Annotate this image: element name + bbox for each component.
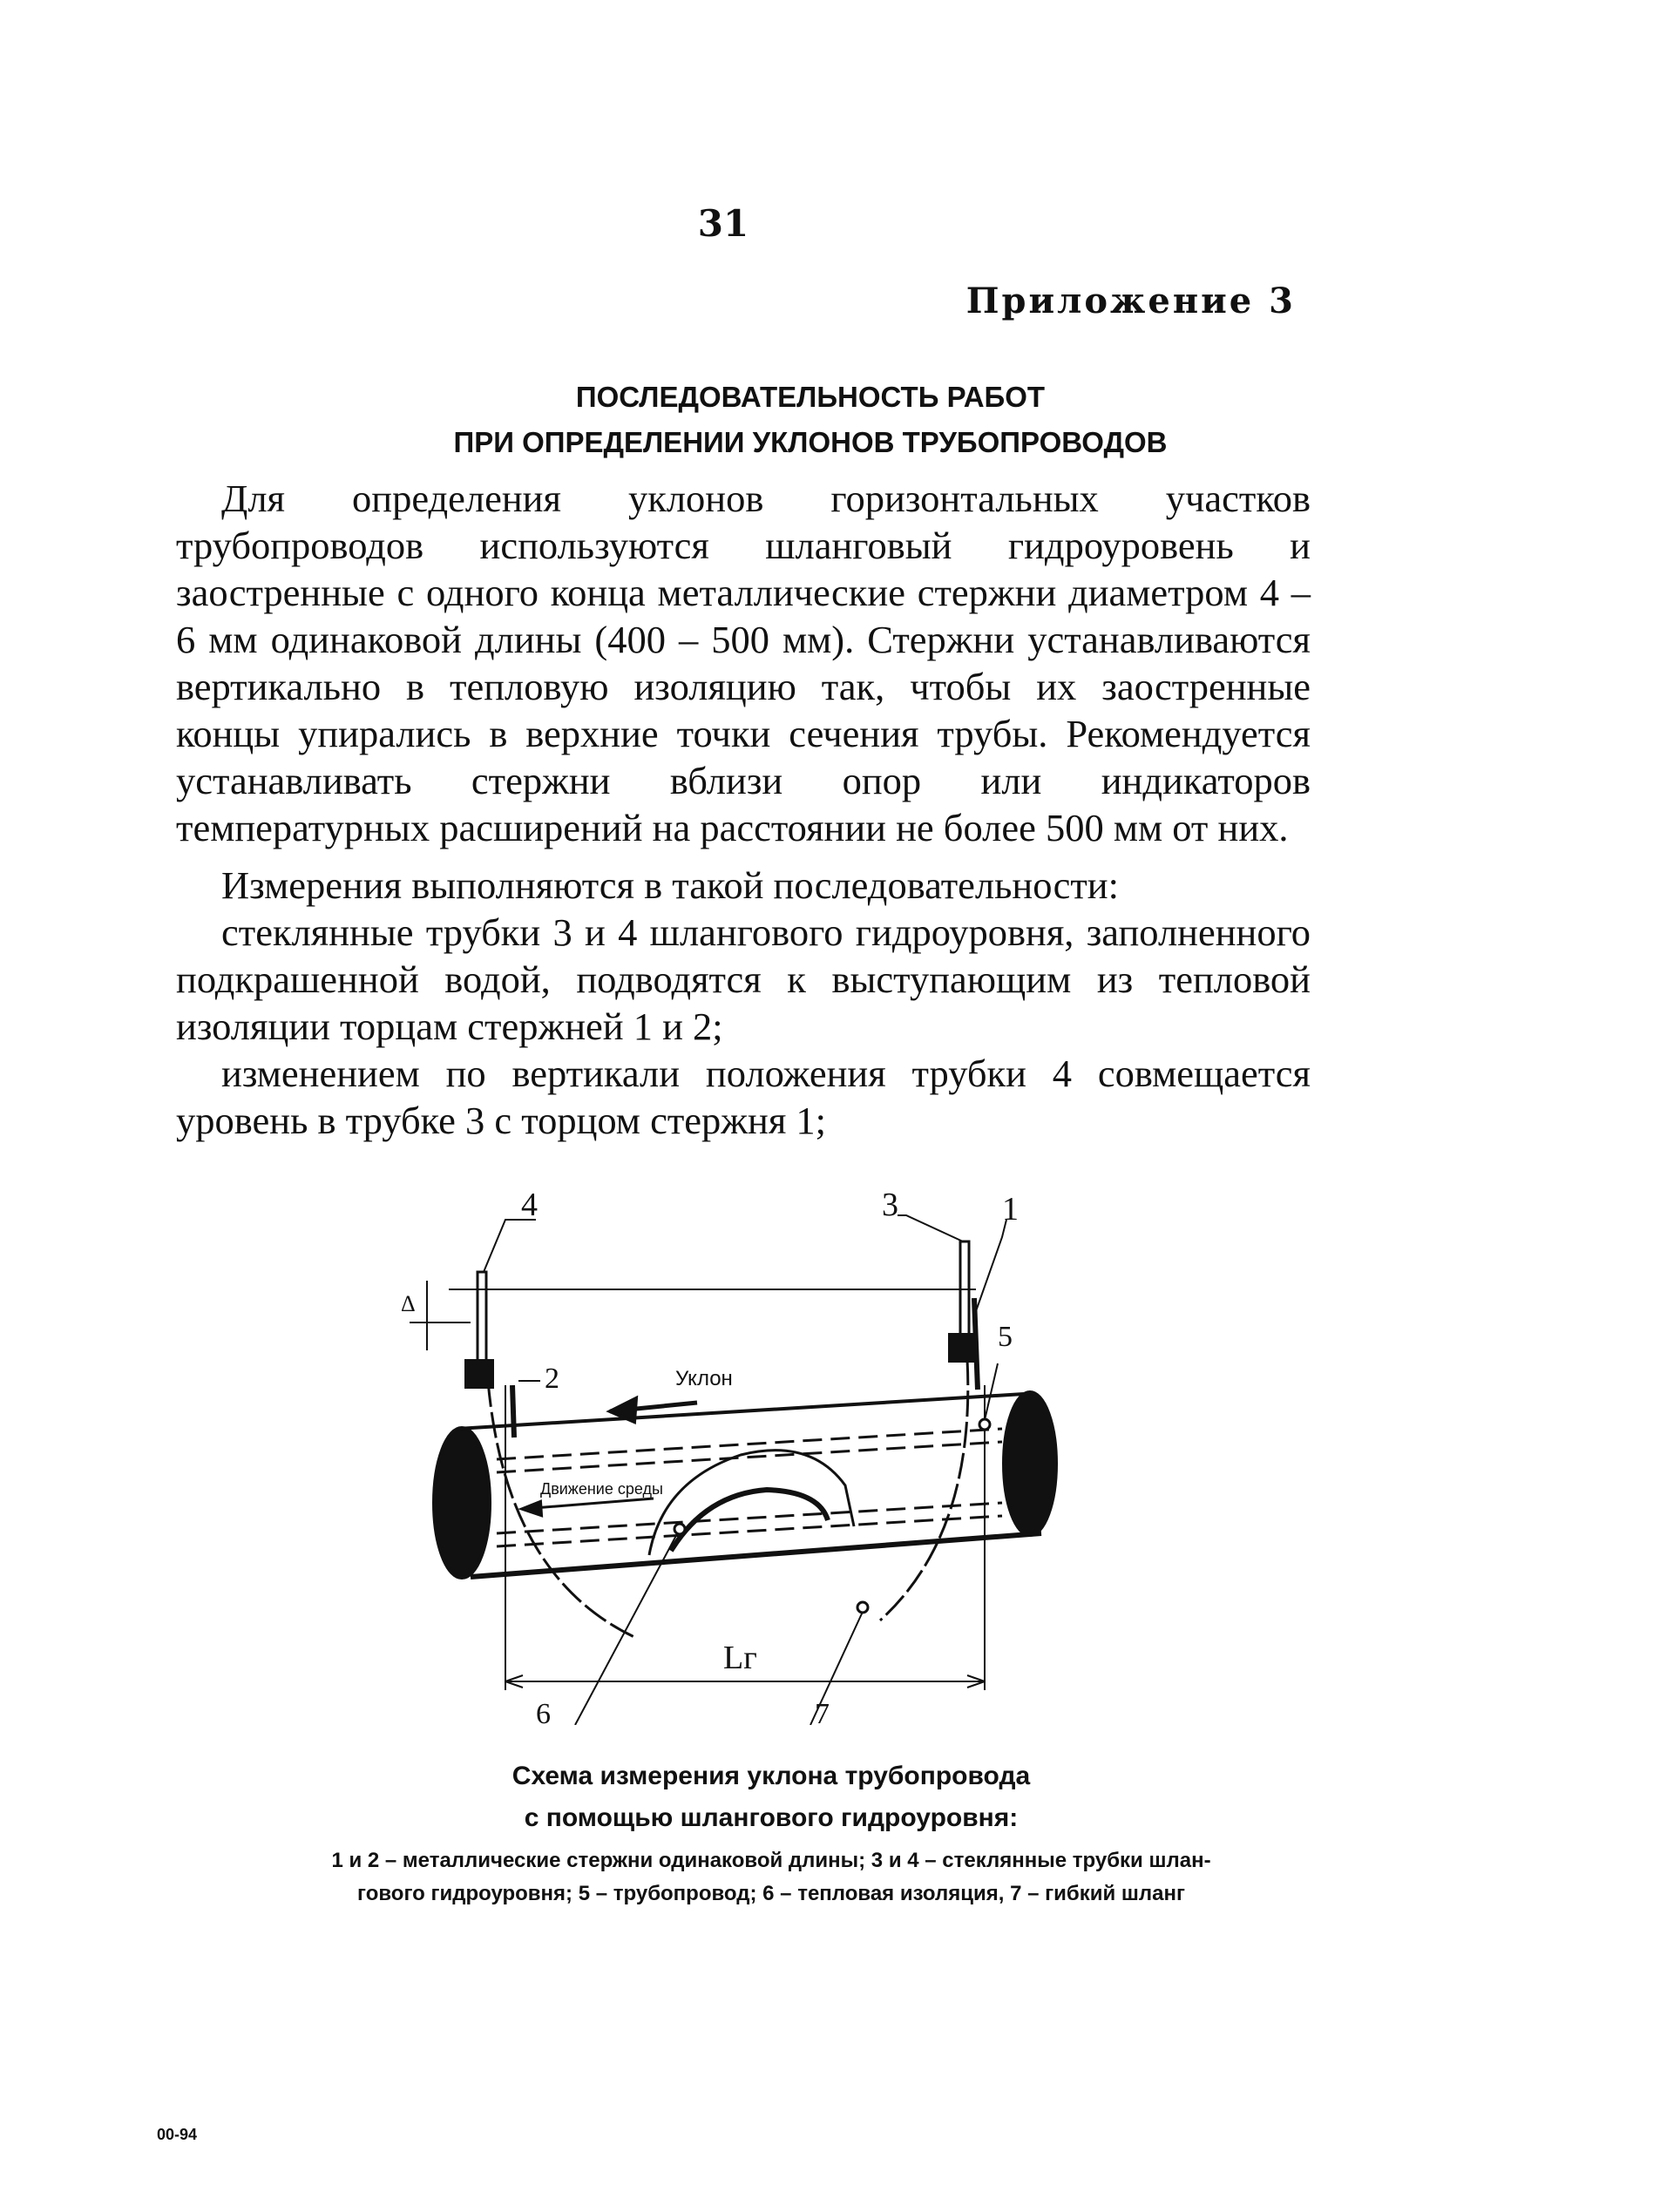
callout-2: 2: [545, 1363, 559, 1395]
flow-label: Движение среды: [540, 1480, 663, 1498]
flow-arrow: [523, 1498, 654, 1509]
heading-line-2: ПРИ ОПРЕДЕЛЕНИИ УКЛОНОВ ТРУБОПРОВОДОВ: [453, 426, 1168, 458]
section-heading: [314, 375, 1307, 465]
heading-line-1: ПОСЛЕДОВАТЕЛЬНОСТЬ РАБОТ: [575, 381, 1046, 413]
pipe-bottom-edge: [471, 1533, 1041, 1577]
pipe-top-edge: [457, 1394, 1024, 1429]
pipe-right-end: [1004, 1392, 1056, 1535]
insulation-line: [497, 1429, 1002, 1459]
appendix-label: Приложение 3: [965, 281, 1296, 321]
caption-legend-line-1: 1 и 2 – металлические стержни одинаковой длины; 3 и 4 – стеклянные трубки шлан-: [331, 1849, 1211, 1872]
callout-3: 3: [882, 1187, 898, 1223]
callout-4: 4: [521, 1187, 538, 1223]
paragraph-1: Для определения уклонов горизонтальных участков трубопроводов используются шланговый гидроуровень и заостренные с одного конца металлические стержни диаметром 4 – 6 мм одинаковой длины (400 – 500 мм). Стержни устанавливаются вертикально в тепловую изоляцию так, чтобы их заостренные концы упирались в верхние точки сечения трубы. Рекомендуется устанавливать стержни вблизи опор или индикаторов температурных расширений на расстоянии не более 500 мм от них.: [176, 477, 1311, 849]
insulation-line: [497, 1442, 1002, 1472]
pipe-left-end: [434, 1428, 490, 1578]
paragraph-2: Измерения выполняются в такой последовательности:: [221, 863, 1119, 907]
callout-1: 1: [1002, 1191, 1019, 1228]
paragraph-3: стеклянные трубки 3 и 4 шлангового гидроуровня, заполненного подкрашенной водой, подводятся к выступающим из тепловой изоляции торцам стержней 1 и 2;: [176, 910, 1311, 1048]
tube-3: [960, 1241, 969, 1346]
callout-7: 7: [815, 1698, 830, 1725]
slope-label: Уклон: [675, 1367, 733, 1390]
rod-2: [512, 1385, 514, 1437]
figure-caption: [227, 1755, 1316, 1911]
tube-4: [478, 1272, 486, 1368]
body-text: [176, 475, 1311, 1144]
callout-6: 6: [536, 1698, 551, 1725]
footer-code: 00-94: [157, 2126, 198, 2143]
caption-legend-line-2: гового гидроуровня; 5 – трубопровод; 6 – тепловая изоляция, 7 – гибкий шланг: [357, 1882, 1185, 1905]
delta-label: Δ: [401, 1291, 416, 1316]
caption-title-1: Схема измерения уклона трубопровода: [511, 1762, 1031, 1790]
callout-5: 5: [998, 1321, 1013, 1353]
length-label: Lг: [723, 1640, 757, 1676]
paragraph-4: изменением по вертикали положения трубки 4 совмещается уровень в трубке 3 с торцом стержня 1;: [176, 1052, 1311, 1142]
insulation-line: [497, 1503, 1002, 1533]
caption-legend: [227, 1844, 1316, 1911]
caption-title-2: с помощью шлангового гидроуровня:: [524, 1803, 1019, 1832]
pipe-slope-diagram: [375, 1167, 1159, 1725]
page-number: 31: [697, 202, 749, 245]
